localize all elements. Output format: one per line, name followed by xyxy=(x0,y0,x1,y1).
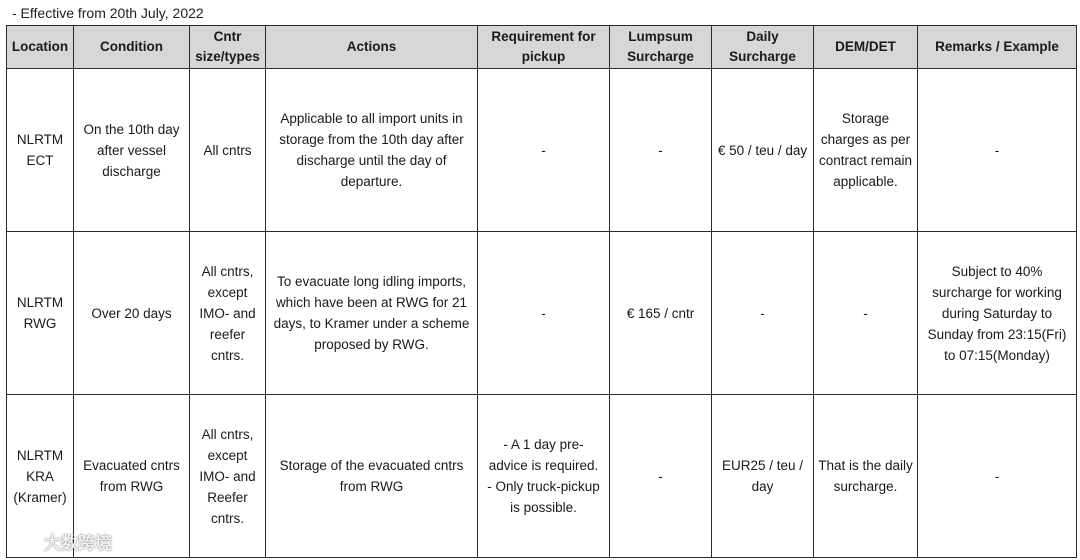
cell-requirement: - xyxy=(478,69,610,232)
cell-remarks: - xyxy=(918,69,1077,232)
cell-daily: - xyxy=(712,232,814,395)
cell-demdet: Storage charges as per contract remain applicable. xyxy=(814,69,918,232)
header-condition: Condition xyxy=(74,26,190,69)
cell-cntr-types: All cntrs, except IMO- and reefer cntrs. xyxy=(190,232,266,395)
table-row xyxy=(7,395,1077,558)
cell-daily: € 50 / teu / day xyxy=(712,69,814,232)
cell-location: NLRTM ECT xyxy=(7,69,74,232)
header-requirement: Requirement for pickup xyxy=(478,26,610,69)
cell-demdet: - xyxy=(814,232,918,395)
header-lumpsum: Lumpsum Surcharge xyxy=(610,26,712,69)
table-row xyxy=(7,69,1077,232)
cell-actions: To evacuate long idling imports, which have been at RWG for 21 days, to Kramer under a scheme proposed by RWG. xyxy=(266,232,478,395)
surcharge-table xyxy=(6,25,1077,558)
cell-lumpsum: - xyxy=(610,69,712,232)
table-header-row xyxy=(7,26,1077,69)
cell-condition: Over 20 days xyxy=(74,232,190,395)
cell-requirement: - A 1 day pre- advice is required. - Only truck-pickup is possible. xyxy=(478,395,610,558)
cell-remarks: Subject to 40% surcharge for working during Saturday to Sunday from 23:15(Fri) to 07:15(Monday) xyxy=(918,232,1077,395)
header-actions: Actions xyxy=(266,26,478,69)
cell-remarks: - xyxy=(918,395,1077,558)
header-remarks: Remarks / Example xyxy=(918,26,1077,69)
cell-lumpsum: - xyxy=(610,395,712,558)
cell-demdet: That is the daily surcharge. xyxy=(814,395,918,558)
cell-location: NLRTM KRA (Kramer) xyxy=(7,395,74,558)
cell-actions: Storage of the evacuated cntrs from RWG xyxy=(266,395,478,558)
cell-actions: Applicable to all import units in storage from the 10th day after discharge until the day of departure. xyxy=(266,69,478,232)
header-demdet: DEM/DET xyxy=(814,26,918,69)
cell-condition: On the 10th day after vessel discharge xyxy=(74,69,190,232)
watermark xyxy=(10,529,112,554)
cell-requirement: - xyxy=(478,232,610,395)
header-cntr-types: Cntr size/types xyxy=(190,26,266,69)
cell-location: NLRTM RWG xyxy=(7,232,74,395)
table-row xyxy=(7,232,1077,395)
cell-condition: Evacuated cntrs from RWG xyxy=(74,395,190,558)
cell-daily: EUR25 / teu / day xyxy=(712,395,814,558)
cell-cntr-types: All cntrs xyxy=(190,69,266,232)
effective-date-note: - Effective from 20th July, 2022 xyxy=(12,5,204,21)
header-daily: Daily Surcharge xyxy=(712,26,814,69)
watermark-text: 大数跨境 xyxy=(44,534,112,553)
header-location: Location xyxy=(7,26,74,69)
cell-cntr-types: All cntrs, except IMO- and Reefer cntrs. xyxy=(190,395,266,558)
cell-lumpsum: € 165 / cntr xyxy=(610,232,712,395)
weibo-style-logo-icon xyxy=(10,531,38,553)
